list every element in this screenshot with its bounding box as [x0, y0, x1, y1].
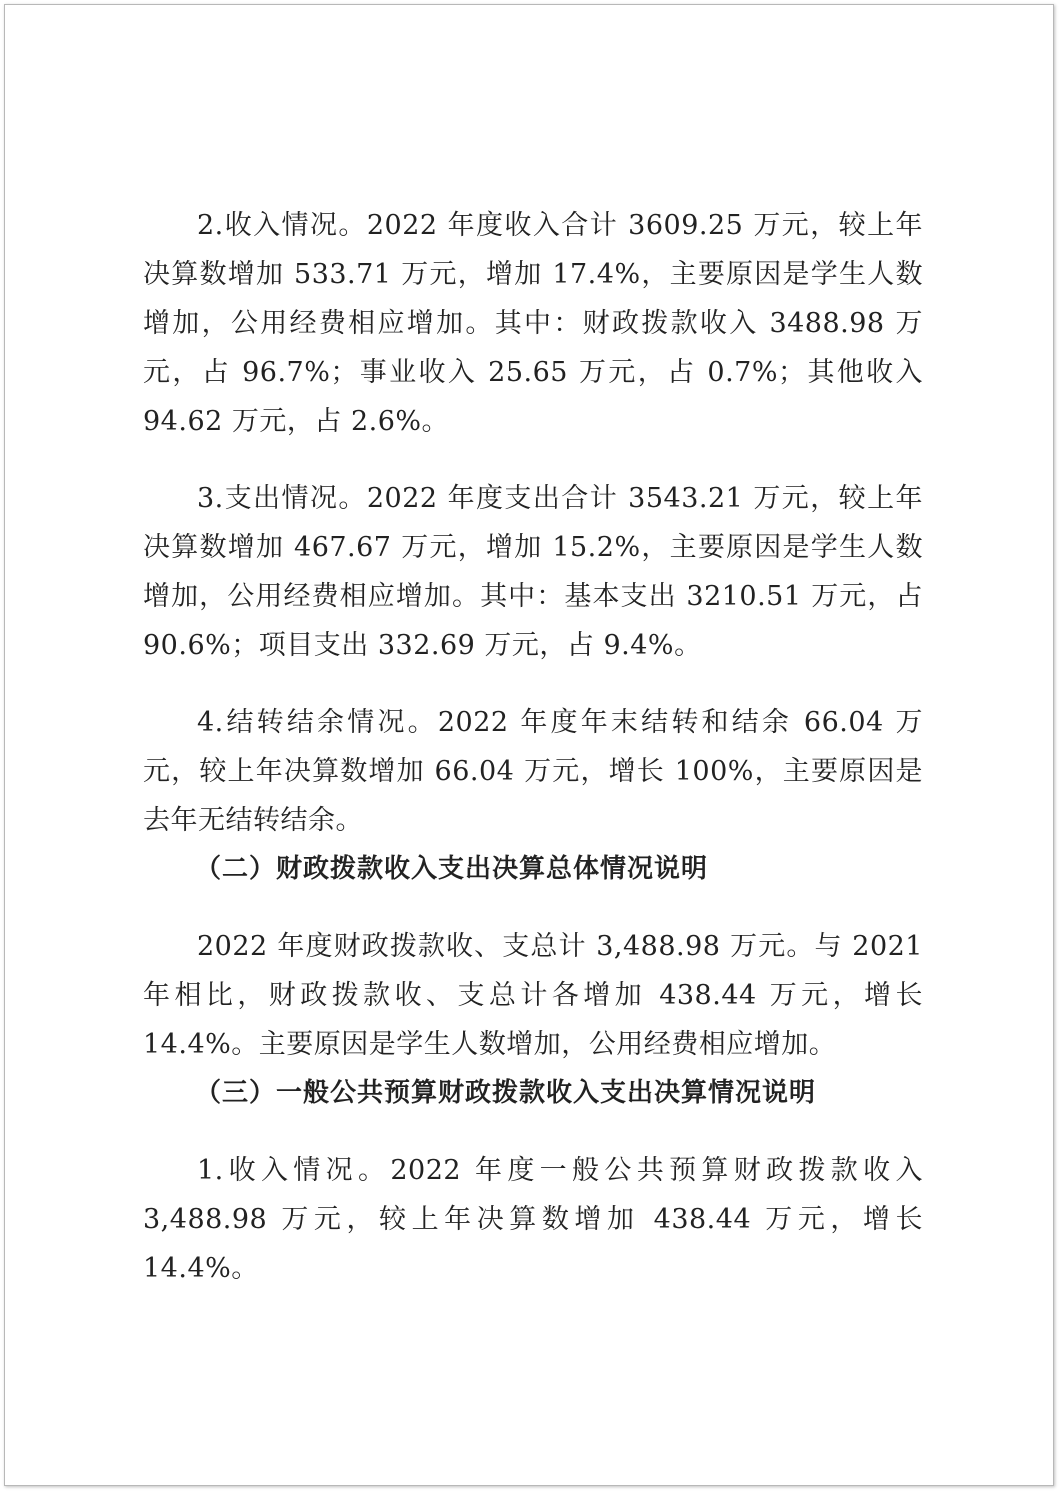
paragraph-balance: 4.结转结余情况。2022 年度年末结转和结余 66.04 万元，较上年决算数增加 66.04 万元，增长 100%，主要原因是去年无结转结余。 — [143, 707, 923, 836]
section-heading-fiscal-overview: （二）财政拨款收入支出决算总体情况说明 — [195, 854, 709, 884]
document-page — [4, 4, 1054, 1486]
paragraph-income: 2.收入情况。2022 年度收入合计 3609.25 万元，较上年决算数增加 533.71 万元，增加 17.4%，主要原因是学生人数增加，公用经费相应增加。其中：财政拨款收入 3488.98 万元，占 96.7%；事业收入 25.65 万元，占 0.7%；其他收入 94.62 万元，占 2.6%。 — [143, 210, 923, 437]
paragraph-general-income: 1.收入情况。2022 年度一般公共预算财政拨款收入 3,488.98 万元，较上年决算数增加 438.44 万元，增长 14.4%。 — [143, 1155, 923, 1284]
section-heading-general-budget: （三）一般公共预算财政拨款收入支出决算情况说明 — [195, 1078, 817, 1108]
document-body — [143, 201, 923, 1293]
paragraph-fiscal-total: 2022 年度财政拨款收、支总计 3,488.98 万元。与 2021 年相比，财政拨款收、支总计各增加 438.44 万元，增长 14.4%。主要原因是学生人数增加，公用经费相应增加。 — [143, 931, 923, 1060]
paragraph-expense: 3.支出情况。2022 年度支出合计 3543.21 万元，较上年决算数增加 467.67 万元，增加 15.2%，主要原因是学生人数增加，公用经费相应增加。其中：基本支出 3210.51 万元，占 90.6%；项目支出 332.69 万元，占 9.4%。 — [143, 483, 923, 661]
